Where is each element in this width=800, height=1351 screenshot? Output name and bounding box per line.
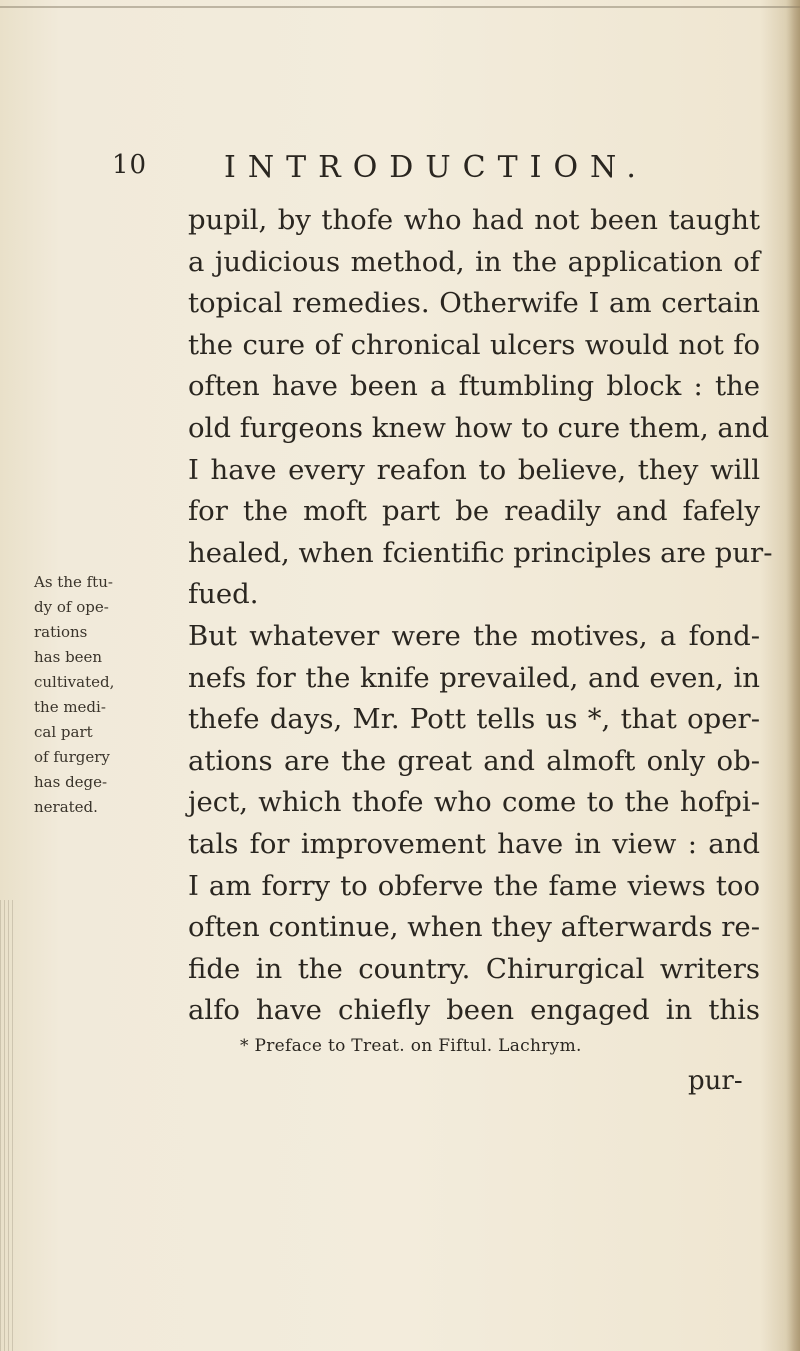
text-line: fued.	[188, 578, 259, 611]
marginal-line: dy of ope-	[34, 598, 109, 616]
catchword: pur-	[688, 1066, 743, 1096]
text-line: often continue, when they afterwards re-	[188, 911, 760, 944]
marginal-line: cultivated,	[34, 673, 115, 691]
text-line: a judicious method, in the application of	[188, 245, 760, 278]
page-number: 10	[112, 150, 148, 180]
marginal-line: nerated.	[34, 798, 98, 816]
marginal-line: has been	[34, 648, 103, 666]
text-line: pupil, by thofe who had not been taught	[188, 204, 760, 236]
text-line: old furgeons knew how to cure them, and	[188, 411, 770, 444]
text-line: the cure of chronical ulcers would not fo	[188, 328, 760, 361]
text-line: thefe days, Mr. Pott tells us *, that oper-	[188, 703, 760, 736]
text-line: I have every reafon to believe, they will	[188, 453, 760, 486]
marginal-line: of furgery	[34, 748, 110, 766]
marginal-line: rations	[34, 623, 88, 641]
marginal-line: cal part	[34, 723, 93, 741]
running-title: INTRODUCTION.	[224, 150, 648, 185]
footnote: * Preface to Treat. on Fiftul. Lachrym.	[240, 1036, 582, 1056]
text-line: nefs for the knife prevailed, and even, in	[188, 661, 760, 694]
text-line: fide in the country. Chirurgical writers	[188, 952, 760, 985]
text-line: topical remedies. Otherwife I am certain	[188, 287, 760, 320]
text-line: ations are the great and almoft only ob-	[188, 744, 760, 777]
marginal-line: has dege-	[34, 773, 108, 791]
text-line: for the moft part be readily and fafely	[188, 495, 760, 528]
marginal-note	[34, 570, 184, 820]
marginal-line: As the ftu-	[34, 573, 113, 591]
marginal-line: the medi-	[34, 698, 106, 716]
text-line: ject, which thofe who come to the hofpi-	[188, 786, 760, 819]
binding-edge	[0, 900, 14, 1351]
body-text	[188, 200, 773, 1032]
page-edge-shadow	[786, 0, 800, 1351]
top-edge-shadow	[0, 6, 800, 8]
text-line: healed, when fcientific principles are pur-	[188, 536, 773, 569]
text-line: often have been a ftumbling block : the	[188, 370, 760, 403]
page-header	[112, 150, 672, 194]
text-line: alfo have chiefly been engaged in this	[188, 994, 760, 1027]
text-line: tals for improvement have in view : and	[188, 827, 760, 860]
text-line: I am forry to obferve the fame views too	[188, 869, 760, 902]
text-line: But whatever were the motives, a fond-	[188, 619, 760, 652]
